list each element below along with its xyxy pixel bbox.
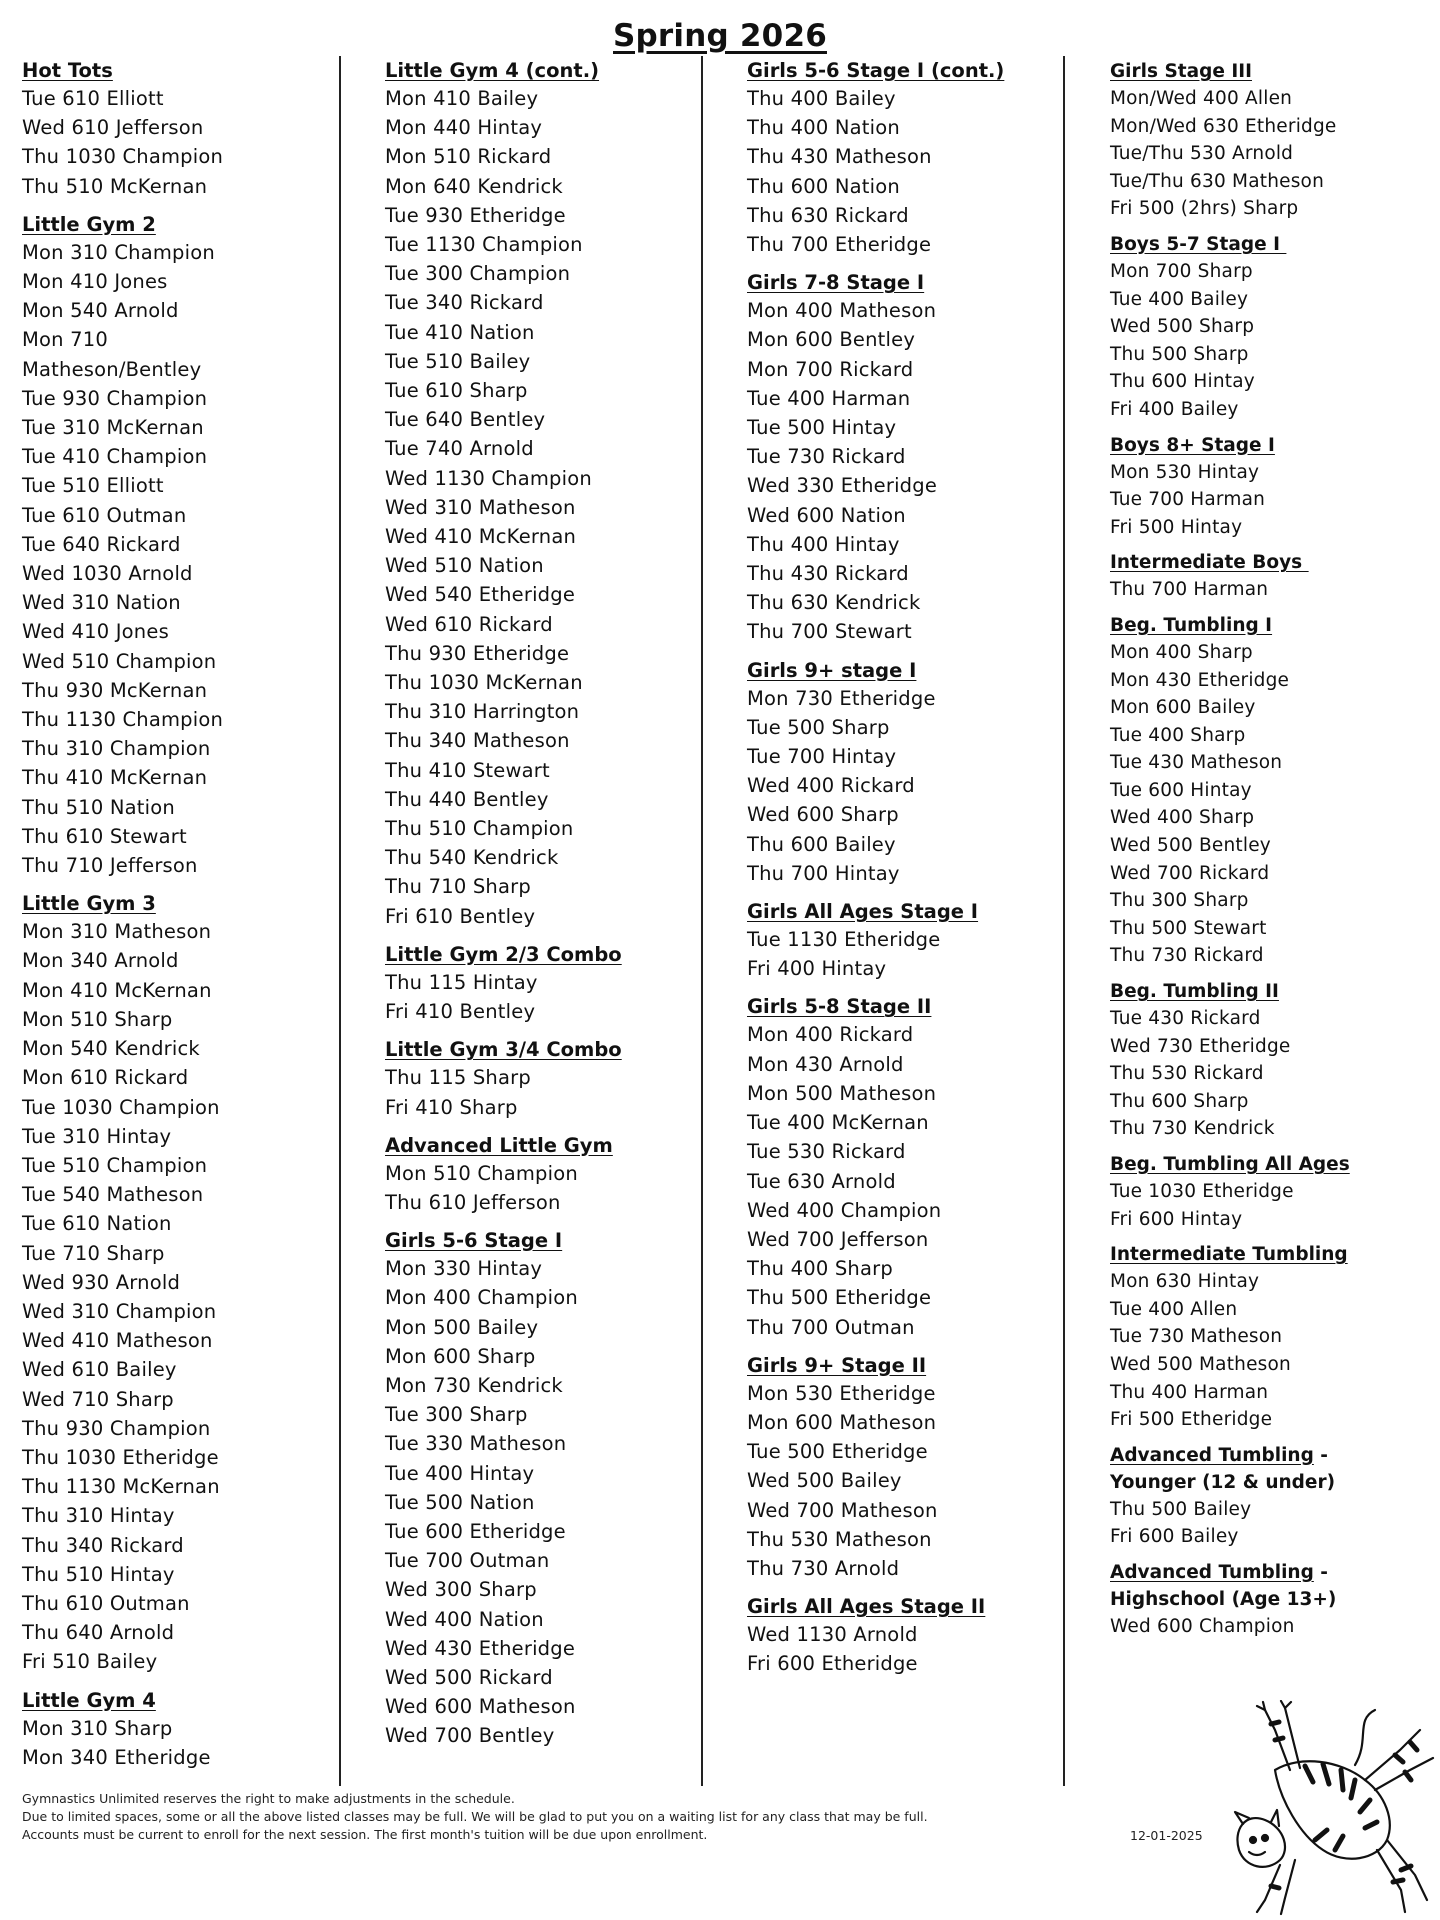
class-entry: Tue 610 Nation xyxy=(22,1212,172,1236)
class-entry: Thu 1130 McKernan xyxy=(22,1475,220,1499)
class-entry: Thu 510 Nation xyxy=(22,795,175,819)
class-entry: Tue 400 Allen xyxy=(1110,1298,1238,1320)
class-entry: Thu 400 Harman xyxy=(1110,1381,1269,1403)
class-entry: Tue 1130 Etheridge xyxy=(747,928,941,952)
class-entry: Mon 730 Kendrick xyxy=(385,1373,563,1397)
section-title-text: Advanced Tumbling xyxy=(1110,1561,1314,1583)
class-entry: Thu 930 Etheridge xyxy=(385,641,570,665)
class-entry: Wed 430 Etheridge xyxy=(385,1636,576,1660)
class-entry: Tue 640 Rickard xyxy=(22,532,181,556)
class-section xyxy=(1110,1151,1430,1233)
section-title xyxy=(385,1133,725,1159)
class-entry: Mon 510 Sharp xyxy=(22,1007,173,1031)
class-entry: Matheson/Bentley xyxy=(22,357,202,381)
class-entry: Wed 500 Bentley xyxy=(1110,835,1271,857)
class-section xyxy=(385,1133,725,1217)
class-section xyxy=(22,58,362,201)
class-section xyxy=(747,899,1087,983)
class-entry: Wed 400 Sharp xyxy=(1110,807,1255,829)
class-entry: Mon 530 Etheridge xyxy=(747,1381,936,1405)
section-title-text: Little Gym 2 xyxy=(22,212,156,236)
class-entry: Fri 500 (2hrs) Sharp xyxy=(1110,198,1299,220)
class-entry: Thu 1030 McKernan xyxy=(385,671,583,695)
footer-note: Due to limited spaces, some or all the above listed classes may be full. We will be glad to put you on a waiting list for any class that may be full. xyxy=(22,1809,928,1824)
section-title-text: Intermediate Boys xyxy=(1110,552,1309,574)
class-section xyxy=(1110,978,1430,1143)
class-entry: Mon 410 Bailey xyxy=(385,87,539,110)
class-entry: Mon 400 Rickard xyxy=(747,1023,914,1047)
class-entry: Mon 310 Champion xyxy=(22,240,215,264)
class-entry: Thu 115 Hintay xyxy=(385,970,538,994)
class-entry: Mon 540 Kendrick xyxy=(22,1037,200,1061)
class-entry: Thu 600 Hintay xyxy=(1110,371,1255,393)
footer-notes xyxy=(22,1790,928,1844)
class-entry: Mon 310 Matheson xyxy=(22,920,212,944)
section-title xyxy=(747,1594,1087,1620)
section-title xyxy=(1110,58,1430,85)
class-entry: Tue 1030 Champion xyxy=(22,1095,220,1119)
class-entry: Tue 510 Champion xyxy=(22,1153,208,1177)
class-entry: Thu 500 Sharp xyxy=(1110,343,1249,365)
class-section xyxy=(747,58,1087,259)
class-entry: Tue 500 Sharp xyxy=(747,715,890,739)
page-title: Spring 2026 xyxy=(613,18,827,54)
section-title-text: Beg. Tumbling I xyxy=(1110,614,1273,636)
class-entry: Thu 1130 Champion xyxy=(22,708,224,732)
class-entry: Wed 400 Champion xyxy=(747,1198,942,1222)
class-entry: Tue 500 Etheridge xyxy=(747,1440,928,1464)
section-title xyxy=(1110,978,1430,1005)
class-entry: Wed 540 Etheridge xyxy=(385,583,576,607)
class-section xyxy=(1110,549,1430,604)
class-entry: Thu 700 Stewart xyxy=(747,620,912,644)
class-entry: Tue/Thu 530 Arnold xyxy=(1110,143,1294,165)
section-title-text: Girls 9+ Stage II xyxy=(747,1353,927,1377)
section-title xyxy=(1110,231,1430,258)
class-entry: Mon 310 Sharp xyxy=(22,1716,173,1740)
section-title xyxy=(1110,612,1430,639)
class-entry: Thu 410 Stewart xyxy=(385,758,550,782)
class-section xyxy=(1110,231,1430,424)
footer-date: 12-01-2025 xyxy=(1130,1828,1203,1843)
class-entry: Wed 330 Etheridge xyxy=(747,474,938,498)
section-title xyxy=(385,1037,725,1063)
class-entry: Mon 730 Etheridge xyxy=(747,686,936,710)
class-entry: Thu 500 Bailey xyxy=(1110,1498,1252,1520)
class-entry: Mon 510 Rickard xyxy=(385,145,552,169)
class-entry: Tue 410 Champion xyxy=(22,445,208,469)
section-title xyxy=(22,1688,362,1714)
class-entry: Wed 700 Bentley xyxy=(385,1724,555,1748)
section-title-text: Girls 5-6 Stage I xyxy=(385,1229,563,1253)
section-title xyxy=(385,1228,725,1254)
class-entry: Tue 510 Bailey xyxy=(385,349,531,373)
class-entry: Wed 500 Rickard xyxy=(385,1665,553,1689)
section-title xyxy=(747,899,1087,925)
class-entry: Mon 430 Etheridge xyxy=(1110,669,1290,691)
section-title xyxy=(385,58,725,84)
class-entry: Tue 730 Matheson xyxy=(1110,1326,1283,1348)
class-entry: Thu 600 Sharp xyxy=(1110,1090,1249,1112)
class-entry: Mon 640 Kendrick xyxy=(385,174,563,198)
class-entry: Tue 540 Matheson xyxy=(22,1183,204,1207)
class-entry: Tue 930 Champion xyxy=(22,386,208,410)
class-entry: Fri 500 Hintay xyxy=(1110,516,1243,538)
class-entry: Thu 500 Etheridge xyxy=(747,1286,932,1310)
class-entry: Mon 440 Hintay xyxy=(385,116,543,140)
class-entry: Thu 300 Sharp xyxy=(1110,890,1249,912)
class-entry: Wed 500 Sharp xyxy=(1110,316,1255,338)
class-entry: Tue 630 Arnold xyxy=(747,1169,896,1193)
schedule-column-1 xyxy=(22,58,362,1783)
class-entry: Tue 640 Bentley xyxy=(385,408,546,432)
class-entry: Tue 930 Etheridge xyxy=(385,203,566,227)
class-entry: Wed 600 Matheson xyxy=(385,1695,576,1719)
schedule-column-4 xyxy=(1110,58,1430,1649)
section-title xyxy=(22,891,362,917)
class-entry: Wed 610 Jefferson xyxy=(22,116,204,140)
class-entry: Tue 740 Arnold xyxy=(385,437,534,461)
class-entry: Fri 400 Bailey xyxy=(1110,398,1239,420)
class-entry: Mon 610 Rickard xyxy=(22,1066,189,1090)
class-entry: Thu 400 Hintay xyxy=(747,532,900,556)
class-entry: Thu 700 Hintay xyxy=(747,861,900,885)
class-entry: Thu 310 Hintay xyxy=(22,1504,175,1528)
class-entry: Mon 400 Matheson xyxy=(747,299,937,323)
class-entry: Wed 610 Rickard xyxy=(385,612,553,636)
class-entry: Tue 700 Outman xyxy=(385,1549,550,1573)
class-section xyxy=(22,212,362,880)
class-entry: Thu 600 Nation xyxy=(747,174,900,198)
section-subtitle: Younger (12 & under) xyxy=(1110,1471,1336,1493)
section-subtitle: Highschool (Age 13+) xyxy=(1110,1588,1337,1610)
class-entry: Wed 500 Bailey xyxy=(747,1469,902,1493)
class-entry: Thu 700 Etheridge xyxy=(747,233,932,257)
class-entry: Mon 400 Sharp xyxy=(1110,641,1253,663)
class-entry: Mon 400 Champion xyxy=(385,1286,578,1310)
class-entry: Tue 400 McKernan xyxy=(747,1111,929,1135)
class-entry: Tue 300 Champion xyxy=(385,262,571,286)
class-section xyxy=(22,1688,362,1772)
class-entry: Wed 310 Nation xyxy=(22,591,181,615)
class-entry: Wed 730 Etheridge xyxy=(1110,1035,1291,1057)
section-title-text: Girls All Ages Stage II xyxy=(747,1595,986,1619)
section-title-text: Little Gym 3/4 Combo xyxy=(385,1038,622,1062)
class-entry: Wed 510 Champion xyxy=(22,649,217,673)
class-entry: Thu 400 Sharp xyxy=(747,1257,893,1281)
class-section xyxy=(385,1037,725,1121)
class-entry: Thu 610 Stewart xyxy=(22,824,187,848)
section-title xyxy=(22,212,362,238)
section-title xyxy=(1110,432,1430,459)
class-entry: Tue 510 Elliott xyxy=(22,474,164,498)
class-section xyxy=(747,994,1087,1341)
footer-note: Gymnastics Unlimited reserves the right to make adjustments in the schedule. xyxy=(22,1791,515,1806)
class-section xyxy=(385,58,725,931)
class-entry: Tue 310 Hintay xyxy=(22,1124,172,1148)
class-entry: Mon/Wed 630 Etheridge xyxy=(1110,115,1337,137)
section-title-text: Beg. Tumbling All Ages xyxy=(1110,1154,1350,1175)
class-section xyxy=(1110,58,1430,223)
class-entry: Thu 340 Matheson xyxy=(385,729,570,753)
class-entry: Tue 400 Sharp xyxy=(1110,724,1246,746)
class-entry: Thu 610 Jefferson xyxy=(385,1190,561,1214)
class-entry: Tue 500 Nation xyxy=(385,1490,535,1514)
class-entry: Mon 500 Bailey xyxy=(385,1315,539,1339)
class-entry: Mon 500 Matheson xyxy=(747,1081,937,1105)
class-section xyxy=(1110,612,1430,970)
class-entry: Thu 400 Nation xyxy=(747,116,900,140)
class-entry: Wed 400 Nation xyxy=(385,1607,544,1631)
class-entry: Thu 540 Kendrick xyxy=(385,846,559,870)
class-entry: Wed 310 Champion xyxy=(22,1299,217,1323)
class-entry: Mon 410 Jones xyxy=(22,270,168,294)
class-entry: Wed 300 Sharp xyxy=(385,1578,537,1602)
class-entry: Tue 410 Nation xyxy=(385,320,535,344)
section-title xyxy=(747,994,1087,1020)
class-entry: Wed 610 Bailey xyxy=(22,1358,177,1382)
class-entry: Mon 600 Sharp xyxy=(385,1344,536,1368)
class-entry: Mon 510 Champion xyxy=(385,1161,578,1185)
class-section xyxy=(1110,1442,1430,1551)
class-entry: Wed 410 Matheson xyxy=(22,1329,213,1353)
class-entry: Thu 410 McKernan xyxy=(22,766,208,790)
class-section xyxy=(747,270,1087,646)
class-entry: Thu 710 Sharp xyxy=(385,875,531,899)
section-title-text: Girls 7-8 Stage I xyxy=(747,271,925,295)
class-entry: Thu 440 Bentley xyxy=(385,787,549,811)
class-entry: Tue 610 Elliott xyxy=(22,87,164,110)
class-entry: Tue 400 Harman xyxy=(747,386,911,410)
section-title xyxy=(1110,1442,1430,1469)
class-entry: Mon 700 Sharp xyxy=(1110,260,1253,282)
class-entry: Thu 730 Kendrick xyxy=(1110,1118,1275,1140)
section-title xyxy=(1110,1241,1430,1268)
class-entry: Tue 300 Sharp xyxy=(385,1403,528,1427)
section-title-text: Advanced Tumbling xyxy=(1110,1444,1314,1466)
section-title-text: Little Gym 4 xyxy=(22,1688,156,1712)
class-entry: Mon 530 Hintay xyxy=(1110,461,1260,483)
class-entry: Wed 400 Rickard xyxy=(747,774,915,798)
class-entry: Tue 330 Matheson xyxy=(385,1432,567,1456)
class-entry: Thu 510 Champion xyxy=(385,817,574,841)
section-title xyxy=(385,942,725,968)
class-entry: Tue 1130 Champion xyxy=(385,233,583,257)
class-entry: Thu 1030 Champion xyxy=(22,145,224,169)
section-title xyxy=(747,58,1087,84)
class-entry: Tue 700 Harman xyxy=(1110,489,1266,511)
class-entry: Wed 410 Jones xyxy=(22,620,169,644)
class-entry: Tue 600 Hintay xyxy=(1110,779,1252,801)
section-title xyxy=(1110,1151,1430,1178)
section-title-suffix: - xyxy=(1313,1561,1328,1583)
class-entry: Tue 710 Sharp xyxy=(22,1241,165,1265)
section-title-text: Girls All Ages Stage I xyxy=(747,900,979,924)
class-entry: Tue 400 Hintay xyxy=(385,1461,535,1485)
class-section xyxy=(1110,1241,1430,1434)
class-section xyxy=(1110,1559,1430,1641)
class-entry: Wed 410 McKernan xyxy=(385,525,577,549)
class-entry: Thu 710 Jefferson xyxy=(22,854,198,878)
class-entry: Thu 530 Matheson xyxy=(747,1527,932,1551)
class-section xyxy=(385,1228,725,1750)
class-entry: Tue 310 McKernan xyxy=(22,416,204,440)
section-title-text: Girls 5-8 Stage II xyxy=(747,995,932,1019)
class-entry: Fri 400 Hintay xyxy=(747,957,887,981)
section-title xyxy=(747,270,1087,296)
class-entry: Mon 710 xyxy=(22,328,108,352)
class-entry: Wed 600 Nation xyxy=(747,503,906,527)
section-title-text: Girls Stage III xyxy=(1110,61,1252,82)
class-entry: Thu 630 Kendrick xyxy=(747,591,921,615)
class-section xyxy=(747,658,1087,888)
section-title-text: Little Gym 2/3 Combo xyxy=(385,942,622,966)
class-entry: Mon 600 Bentley xyxy=(747,328,916,352)
class-entry: Thu 930 McKernan xyxy=(22,678,208,702)
class-entry: Mon 340 Etheridge xyxy=(22,1745,211,1769)
class-entry: Tue 600 Etheridge xyxy=(385,1519,566,1543)
class-entry: Thu 430 Matheson xyxy=(747,145,932,169)
schedule-column-2 xyxy=(385,58,725,1762)
class-entry: Fri 500 Etheridge xyxy=(1110,1409,1273,1431)
class-entry: Fri 600 Etheridge xyxy=(747,1652,918,1676)
class-entry: Mon 340 Arnold xyxy=(22,949,179,973)
class-entry: Mon 700 Rickard xyxy=(747,357,914,381)
class-entry: Tue 610 Sharp xyxy=(385,379,528,403)
class-entry: Thu 630 Rickard xyxy=(747,203,909,227)
class-entry: Thu 115 Sharp xyxy=(385,1066,531,1090)
class-entry: Mon 540 Arnold xyxy=(22,299,179,323)
class-entry: Thu 510 McKernan xyxy=(22,174,208,198)
class-entry: Wed 1130 Champion xyxy=(385,466,592,490)
class-entry: Wed 1030 Arnold xyxy=(22,562,193,586)
class-entry: Tue 530 Rickard xyxy=(747,1140,906,1164)
class-entry: Wed 600 Champion xyxy=(1110,1615,1295,1637)
class-entry: Thu 400 Bailey xyxy=(747,87,896,110)
class-entry: Fri 610 Bentley xyxy=(385,904,536,928)
class-entry: Wed 510 Nation xyxy=(385,554,544,578)
class-entry: Fri 410 Sharp xyxy=(385,1095,518,1119)
class-entry: Tue 430 Matheson xyxy=(1110,752,1283,774)
class-entry: Thu 730 Rickard xyxy=(1110,945,1264,967)
class-entry: Thu 310 Champion xyxy=(22,737,211,761)
class-entry: Thu 640 Arnold xyxy=(22,1621,175,1645)
class-entry: Thu 700 Harman xyxy=(1110,579,1269,601)
section-title-text: Hot Tots xyxy=(22,59,113,82)
class-entry: Mon 600 Matheson xyxy=(747,1410,937,1434)
class-entry: Thu 1030 Etheridge xyxy=(22,1445,219,1469)
class-entry: Mon 330 Hintay xyxy=(385,1257,543,1281)
tiger-cartwheel-icon xyxy=(1205,1700,1440,1920)
class-entry: Wed 700 Rickard xyxy=(1110,862,1270,884)
class-entry: Mon 430 Arnold xyxy=(747,1052,904,1076)
section-title-text: Girls 5-6 Stage I (cont.) xyxy=(747,59,1005,82)
class-entry: Tue 340 Rickard xyxy=(385,291,544,315)
footer-note: Accounts must be current to enroll for the next session. The first month's tuition will be due upon enrollment. xyxy=(22,1827,708,1842)
section-title-text: Advanced Little Gym xyxy=(385,1133,613,1157)
section-title-suffix: - xyxy=(1313,1444,1328,1466)
section-title-text: Girls 9+ stage I xyxy=(747,658,917,682)
class-entry: Wed 310 Matheson xyxy=(385,495,576,519)
class-entry: Wed 700 Matheson xyxy=(747,1498,938,1522)
class-entry: Wed 930 Arnold xyxy=(22,1270,181,1294)
class-entry: Thu 500 Stewart xyxy=(1110,917,1267,939)
class-entry: Thu 730 Arnold xyxy=(747,1556,900,1580)
section-title xyxy=(747,658,1087,684)
section-title-text: Boys 5-7 Stage I xyxy=(1110,233,1287,255)
section-title xyxy=(747,1353,1087,1379)
section-title xyxy=(1110,1559,1430,1586)
class-section xyxy=(1110,432,1430,542)
class-entry: Thu 430 Rickard xyxy=(747,562,909,586)
class-entry: Fri 510 Bailey xyxy=(22,1650,158,1674)
class-entry: Thu 510 Hintay xyxy=(22,1562,175,1586)
class-entry: Tue 730 Rickard xyxy=(747,445,906,469)
section-title-text: Intermediate Tumbling xyxy=(1110,1244,1348,1266)
class-entry: Tue 610 Outman xyxy=(22,503,187,527)
section-title xyxy=(1110,549,1430,576)
class-entry: Thu 310 Harrington xyxy=(385,700,580,724)
class-entry: Wed 600 Sharp xyxy=(747,803,899,827)
class-section xyxy=(385,942,725,1026)
section-title-text: Little Gym 3 xyxy=(22,892,156,916)
class-entry: Wed 500 Matheson xyxy=(1110,1353,1291,1375)
class-entry: Thu 610 Outman xyxy=(22,1591,190,1615)
class-entry: Thu 600 Bailey xyxy=(747,832,896,856)
class-entry: Tue 400 Bailey xyxy=(1110,288,1249,310)
class-entry: Tue 430 Rickard xyxy=(1110,1008,1261,1030)
class-entry: Tue 1030 Etheridge xyxy=(1110,1181,1294,1202)
class-entry: Wed 1130 Arnold xyxy=(747,1623,918,1647)
section-title xyxy=(22,58,362,84)
class-entry: Mon 600 Bailey xyxy=(1110,697,1256,719)
class-entry: Thu 700 Outman xyxy=(747,1315,915,1339)
class-entry: Tue 500 Hintay xyxy=(747,416,897,440)
class-entry: Fri 410 Bentley xyxy=(385,1000,536,1024)
class-entry: Thu 530 Rickard xyxy=(1110,1063,1264,1085)
class-section xyxy=(22,891,362,1676)
class-section xyxy=(747,1353,1087,1583)
section-title-text: Boys 8+ Stage I xyxy=(1110,434,1275,456)
class-entry: Thu 340 Rickard xyxy=(22,1533,184,1557)
class-entry: Wed 710 Sharp xyxy=(22,1387,174,1411)
class-entry: Fri 600 Bailey xyxy=(1110,1526,1239,1548)
class-entry: Thu 930 Champion xyxy=(22,1416,211,1440)
class-entry: Tue/Thu 630 Matheson xyxy=(1110,170,1324,192)
class-entry: Fri 600 Hintay xyxy=(1110,1208,1243,1230)
class-entry: Mon 410 McKernan xyxy=(22,978,212,1002)
schedule-column-3 xyxy=(747,58,1087,1690)
section-title-text: Little Gym 4 (cont.) xyxy=(385,59,600,82)
section-title-text: Beg. Tumbling II xyxy=(1110,981,1279,1003)
class-entry: Mon 630 Hintay xyxy=(1110,1271,1260,1293)
class-entry: Mon/Wed 400 Allen xyxy=(1110,88,1293,109)
class-section xyxy=(747,1594,1087,1678)
class-entry: Tue 700 Hintay xyxy=(747,745,897,769)
class-entry: Wed 700 Jefferson xyxy=(747,1227,929,1251)
